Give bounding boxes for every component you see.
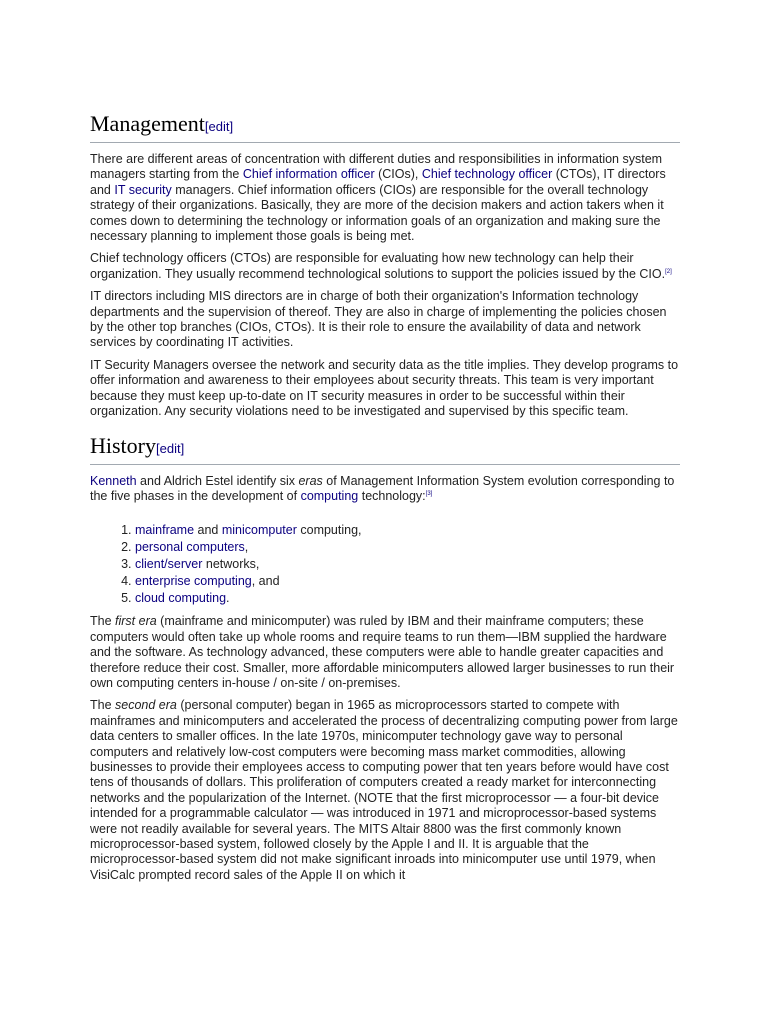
paragraph: IT directors including MIS directors are in charge of both their organization's Information technology departments and the supervision of thereof. They are also in charge of implementing the policies chosen by the other top branches (CIOs, CTOs). It is their role to ensure the availability of data and network services by coordinating IT activities. <box>90 289 667 350</box>
link-cloud-computing[interactable]: cloud computing <box>135 591 227 606</box>
heading-text: Management <box>90 111 205 136</box>
list-item: 4. enterprise computing, and <box>135 573 680 590</box>
list-item: 1. mainframe and minicomputer computing, <box>135 522 680 539</box>
list-item: 2. personal computers, <box>135 539 680 556</box>
link-enterprise-computing[interactable]: enterprise computing <box>135 574 252 589</box>
edit-link-history[interactable]: edit <box>159 440 181 456</box>
paragraph: Chief technology officers (CTOs) are responsible for evaluating how new technology can help their organization. They usually recommend technological solutions to support the policies issued by the CIO.[2] <box>90 251 672 281</box>
paragraph: IT Security Managers oversee the network and security data as the title implies. They develop programs to offer information and awareness to their employees about security threats. This team is very important because they must keep up-to-date on IT security measures in order to be successful within their organization. Any security violations need to be investigated and supervised by this specific team. <box>90 357 679 419</box>
section-heading-management <box>90 110 680 143</box>
paragraph: The first era (mainframe and minicomputer) was ruled by IBM and their mainframe computers; these computers would often take up whole rooms and require teams to run them—IBM supplied the hardware and the software. As technology advanced, these computers were able to handle greater capacities and therefore reduce their cost. Smaller, more affordable minicomputers allowed larger businesses to run their own computing centers in-house / on-site / on-premises. <box>90 614 675 690</box>
heading-text: History <box>90 432 156 458</box>
link-chief-technology-officer[interactable]: Chief technology officer <box>421 167 553 182</box>
edit-section: [edit] <box>156 440 185 456</box>
link-personal-computers[interactable]: personal computers <box>135 540 245 555</box>
list-item: 5. cloud computing. <box>135 590 680 607</box>
link-computing[interactable]: computing <box>300 488 359 503</box>
link-it-security[interactable]: IT security <box>114 182 172 197</box>
link-client-server[interactable]: client/server <box>135 557 203 572</box>
edit-section: [edit] <box>204 119 234 134</box>
link-chief-information-officer[interactable]: Chief information officer <box>242 167 375 182</box>
eras-list <box>90 522 680 607</box>
reference-link[interactable]: [2] <box>665 268 672 275</box>
paragraph: The second era (personal computer) began in 1965 as microprocessors started to compete with mainframes and minicomputers and accelerated the process of decentralizing computing power from large data centers to smaller offices. In the late 1970s, minicomputer technology gave way to personal computers and relatively low-cost computers were becoming mass market commodities, allowing businesses to provide their employees access to computing power that ten years before would have cost tens of thousands of dollars. This proliferation of computers created a ready market for interconnecting networks and the popularization of the Internet. (NOTE that the first microprocessor — a four-bit device intended for a programmable calculator — was introduced in 1971 and microprocessor-based systems were not readily available for several years. The MITS Altair 8800 was the first commonly known microprocessor-based system, followed closely by the Apple I and II. It is arguable that the microprocessor-based system did not make significant inroads into minicomputer use until 1979, when VisiCalc prompted record sales of the Apple II on which it <box>90 698 678 882</box>
link-kenneth[interactable]: Kenneth <box>90 473 137 488</box>
link-mainframe[interactable]: mainframe <box>135 523 195 538</box>
article-content <box>90 0 680 883</box>
section-heading-history <box>90 432 680 465</box>
reference-link[interactable]: [3] <box>425 490 433 497</box>
list-item: 3. client/server networks, <box>135 556 680 573</box>
link-minicomputer[interactable]: minicomputer <box>221 523 297 538</box>
edit-link-management[interactable]: edit <box>208 119 230 134</box>
paragraph: There are different areas of concentration with different duties and responsibilities in information system managers starting from the Chief information officer (CIOs), Chief technology officer (CTOs), IT directors and IT security managers. Chief information officers (CIOs) are responsible for the overall technology strategy of their organizations. Basically, they are more of the decision makers and action takers when it comes down to determining the technology or information goals of an organization and making sure the necessary planning to implement those goals is being met. <box>90 152 666 244</box>
paragraph: Kenneth and Aldrich Estel identify six eras of Management Information System evolution corresponding to the five phases in the development of computing technology:[3] <box>90 473 675 503</box>
